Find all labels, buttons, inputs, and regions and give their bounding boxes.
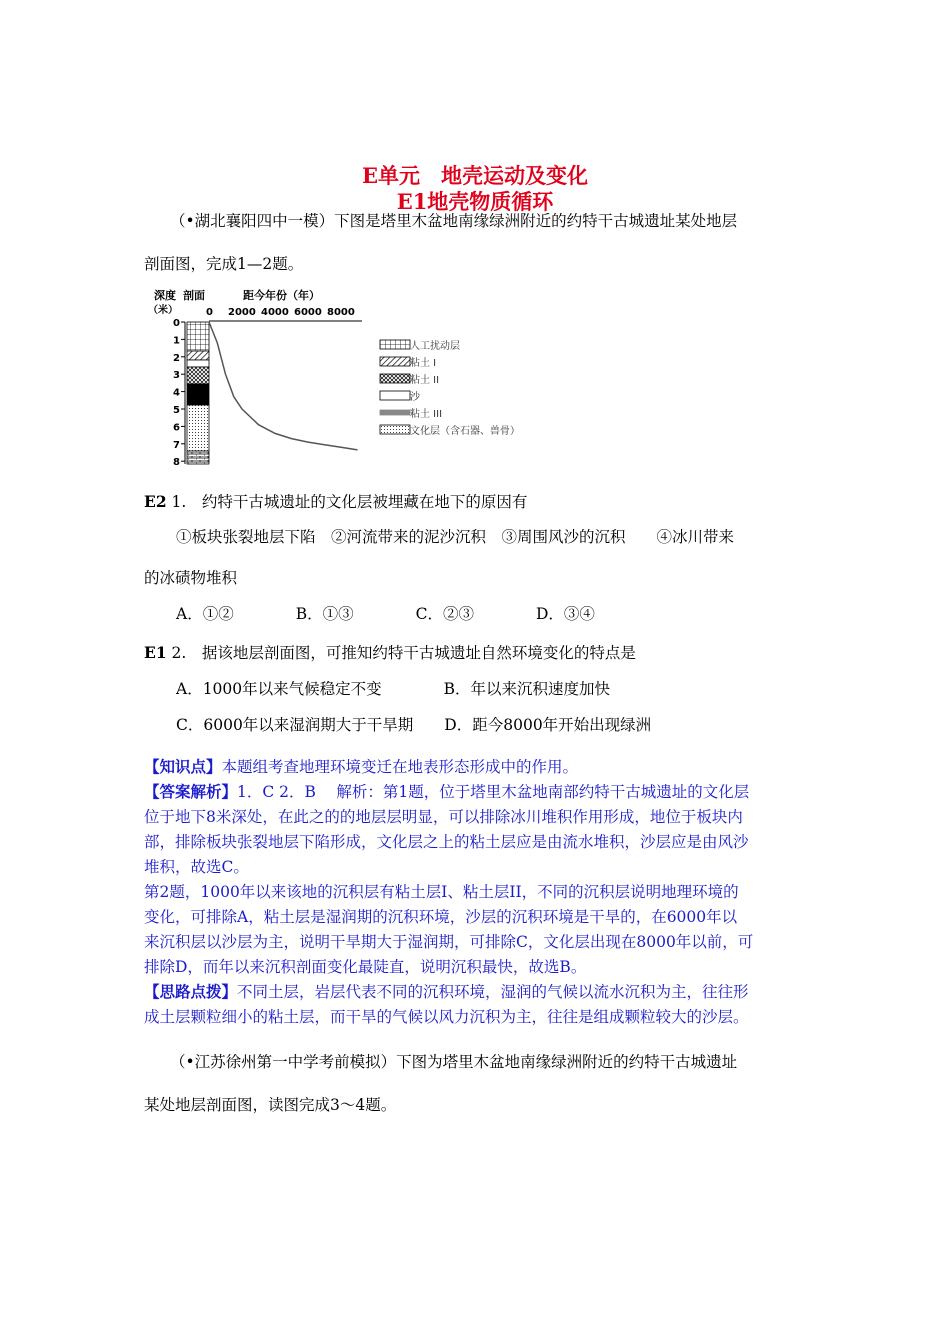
answer-line4: 堆积，故选C。 bbox=[144, 858, 249, 876]
q1-choices: A．①② B．①③ C．②③ D．③④ bbox=[176, 605, 595, 623]
legend-swatch bbox=[380, 391, 410, 400]
stratum-clay-1 bbox=[187, 351, 209, 360]
x-axis-label: 距今年份（年） bbox=[243, 289, 320, 302]
legend-swatch bbox=[380, 425, 410, 434]
depth-tick-label: 1 bbox=[173, 335, 180, 347]
q1-options-line1: ①板块张裂地层下陷 ②河流带来的泥沙沉积 ③周围风沙的沉积 ④冰川带来 bbox=[176, 528, 735, 546]
q1-line bbox=[144, 494, 527, 511]
stratum-clay-2 bbox=[187, 367, 209, 384]
q2-line bbox=[144, 645, 636, 662]
analysis-q2-line2: 变化，可排除A，粘土层是湿润期的沉积环境，沙层的沉积环境是干旱的，在6000年以 bbox=[144, 908, 738, 926]
depth-tick-label: 0 bbox=[173, 318, 180, 329]
stratigraphic-profile-figure bbox=[140, 284, 570, 474]
knowledge-tag: 【知识点】 bbox=[144, 757, 222, 776]
legend-label: 粘土 II bbox=[410, 375, 440, 386]
q2-choices-line2: C．6000年以来湿润期大于干旱期 D．距今8000年开始出现绿洲 bbox=[176, 716, 652, 734]
thinking-line1 bbox=[144, 980, 749, 1002]
legend-label: 粘土 III bbox=[410, 409, 443, 420]
answer-line2: 位于地下8米深处，在此之的的地层层明显，可以排除冰川堆积作用形成，地位于板块内 bbox=[144, 808, 743, 826]
x-tick-label: 4000 bbox=[261, 307, 289, 318]
profile-label: 剖面 bbox=[183, 289, 205, 302]
answer-text-1: 1．C 2．B 解析：第1题，位于塔里木盆地南部约特干古城遗址的文化层 bbox=[237, 783, 750, 801]
stratum-sand-1 bbox=[187, 360, 209, 367]
knowledge-text: 本题组考查地理环境变迁在地表形态形成中的作用。 bbox=[221, 758, 579, 776]
legend-swatch bbox=[380, 374, 410, 383]
answer-tag: 【答案解析】 bbox=[144, 782, 238, 801]
x-tick-label: 2000 bbox=[228, 307, 256, 318]
q12-intro-line1: （•湖北襄阳四中一模）下图是塔里木盆地南缘绿洲附近的约特干古城遗址某处地层 bbox=[170, 212, 738, 230]
legend-label: 文化层（含石器、兽骨） bbox=[410, 426, 520, 437]
depth-tick-label: 6 bbox=[173, 422, 180, 434]
thinking-tag: 【思路点拨】 bbox=[144, 982, 238, 1001]
legend-swatch bbox=[380, 357, 410, 366]
section-title: E1地壳物质循环 bbox=[396, 189, 554, 214]
q34-intro-line2: 某处地层剖面图，读图完成3～4题。 bbox=[144, 1096, 397, 1114]
x-tick-label: 6000 bbox=[294, 307, 322, 318]
q2-tag: E1 bbox=[144, 643, 167, 662]
depth-tick-label: 2 bbox=[173, 352, 180, 364]
x-tick-label: 8000 bbox=[327, 307, 355, 318]
answer-line3: 部，排除板块张裂地层下陷形成，文化层之上的粘土层应是由流水堆积，沙层应是由风沙 bbox=[144, 833, 749, 851]
q1-stem: 1. 约特干古城遗址的文化层被埋藏在地下的原因有 bbox=[166, 493, 528, 511]
analysis-q2-line4: 排除D，而年以来沉积剖面变化最陡直，说明沉积最快，故选B。 bbox=[144, 958, 587, 976]
q1-tag: E2 bbox=[144, 492, 167, 511]
legend-label: 粘土 I bbox=[410, 358, 437, 369]
thinking-line2: 成土层颗粒细小的粘土层，而干旱的气候以风力沉积为主，往往是组成颗粒较大的沙层。 bbox=[144, 1008, 749, 1026]
legend-label: 人工扰动层 bbox=[410, 341, 460, 352]
q1-options-line2: 的冰碛物堆积 bbox=[144, 569, 238, 587]
strata-column bbox=[187, 322, 209, 464]
depth-label: 深度 bbox=[154, 289, 176, 302]
legend-swatch bbox=[380, 410, 410, 415]
stratum-black bbox=[187, 384, 209, 405]
thinking-text-1: 不同土层，岩层代表不同的沉积环境，湿润的气候以流水沉积为主，往往形 bbox=[237, 983, 749, 1001]
x-tick-label: 0 bbox=[206, 307, 213, 318]
q2-choices-line1: A．1000年以来气候稳定不变 B．年以来沉积速度加快 bbox=[176, 680, 611, 698]
legend-swatch bbox=[380, 340, 410, 349]
x-axis-ticks bbox=[206, 307, 355, 318]
q12-intro-line2: 剖面图，完成1—2题。 bbox=[144, 255, 304, 273]
q2-stem: 2. 据该地层剖面图，可推知约特干古城遗址自然环境变化的特点是 bbox=[166, 644, 636, 662]
legend bbox=[380, 339, 520, 437]
analysis-q2-line3: 来沉积层以沙层为主，说明干旱期大于湿润期，可排除C，文化层出现在8000年以前，可 bbox=[144, 933, 754, 951]
depth-unit: （米） bbox=[148, 305, 178, 316]
answer-line1 bbox=[144, 780, 749, 802]
unit-title: E单元 地壳运动及变化 bbox=[361, 163, 588, 188]
analysis-q2-line1: 第2题，1000年以来该地的沉积层有粘土层I、粘土层II，不同的沉积层说明地理环境的 bbox=[144, 883, 739, 901]
depth-tick-label: 8 bbox=[173, 457, 180, 469]
depth-tick-label: 4 bbox=[173, 387, 180, 399]
depth-tick-label: 3 bbox=[173, 370, 180, 382]
depth-tick-label: 7 bbox=[173, 439, 180, 451]
depth-axis-ticks bbox=[173, 318, 185, 468]
stratum-cultural bbox=[187, 451, 209, 464]
stratum-sand-2 bbox=[187, 405, 209, 451]
q34-intro-line1: （•江苏徐州第一中学考前模拟）下图为塔里木盆地南缘绿洲附近的约特干古城遗址 bbox=[170, 1053, 738, 1071]
depth-tick-label: 5 bbox=[173, 405, 180, 416]
stratum-disturbed bbox=[187, 322, 209, 351]
deposition-curve bbox=[209, 322, 358, 450]
knowledge-point bbox=[144, 755, 578, 777]
legend-label: 沙 bbox=[410, 392, 420, 403]
